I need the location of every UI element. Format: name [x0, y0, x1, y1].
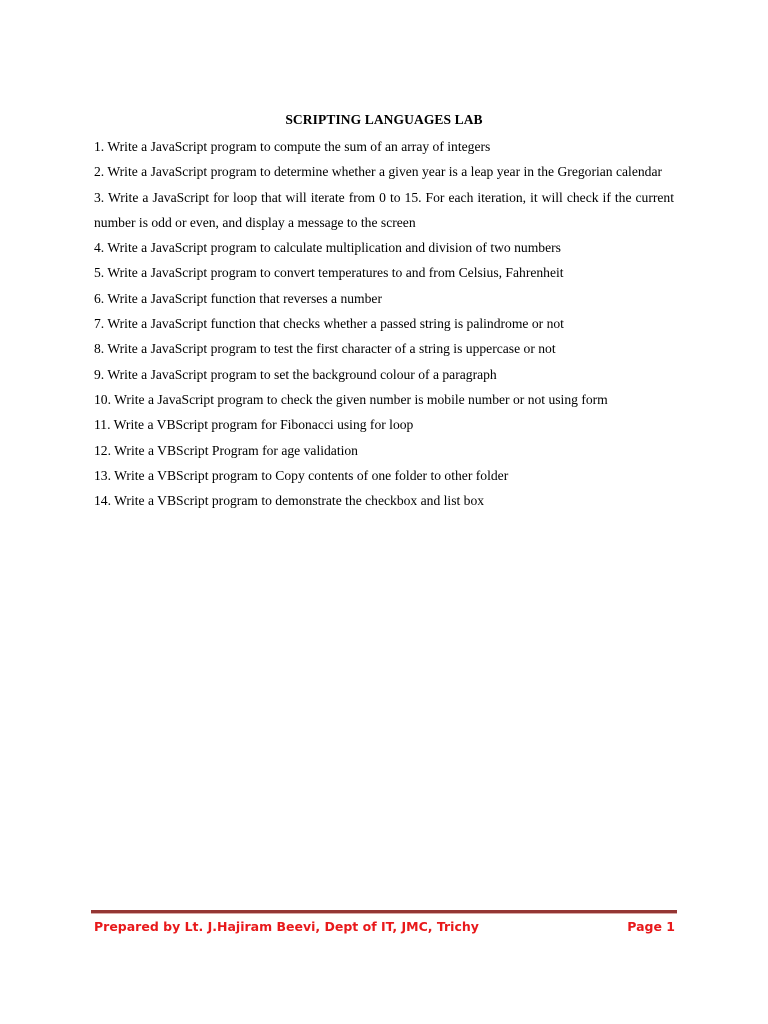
task-item-2: 2. Write a JavaScript program to determine whether a given year is a leap year in the Gregorian calendar: [94, 164, 663, 180]
task-item-14: 14. Write a VBScript program to demonstrate the checkbox and list box: [94, 493, 485, 509]
task-item-4: 4. Write a JavaScript program to calculate multiplication and division of two numbers: [94, 240, 561, 256]
footer-divider: [91, 910, 677, 914]
task-item-12: 12. Write a VBScript Program for age validation: [94, 442, 358, 458]
task-item-13: 13. Write a VBScript program to Copy contents of one folder to other folder: [94, 467, 509, 483]
footer-author: Prepared by Lt. J.Hajiram Beevi, Dept of IT, JMC, Trichy: [94, 919, 479, 934]
task-item-8: 8. Write a JavaScript program to test the first character of a string is uppercase or not: [94, 341, 556, 357]
task-item-9: 9. Write a JavaScript program to set the background colour of a paragraph: [94, 366, 497, 382]
page-title: SCRIPTING LANGUAGES LAB: [285, 112, 483, 127]
task-item-5: 5. Write a JavaScript program to convert temperatures to and from Celsius, Fahrenheit: [94, 265, 564, 281]
task-item-6: 6. Write a JavaScript function that reverses a number: [94, 290, 382, 306]
task-item-10: 10. Write a JavaScript program to check the given number is mobile number or not using form: [94, 391, 608, 407]
footer-page-number: Page 1: [627, 919, 675, 934]
task-item-7: 7. Write a JavaScript function that checks whether a passed string is palindrome or not: [94, 316, 564, 332]
task-item-3: 3. Write a JavaScript for loop that will iterate from 0 to 15. For each iteration, it will check if the current number is odd or even, and display a message to the screen: [94, 189, 674, 230]
page-footer: [94, 918, 675, 936]
task-item-11: 11. Write a VBScript program for Fibonacci using for loop: [94, 417, 414, 433]
task-list: [94, 134, 674, 513]
task-item-1: 1. Write a JavaScript program to compute the sum of an array of integers: [94, 139, 491, 154]
